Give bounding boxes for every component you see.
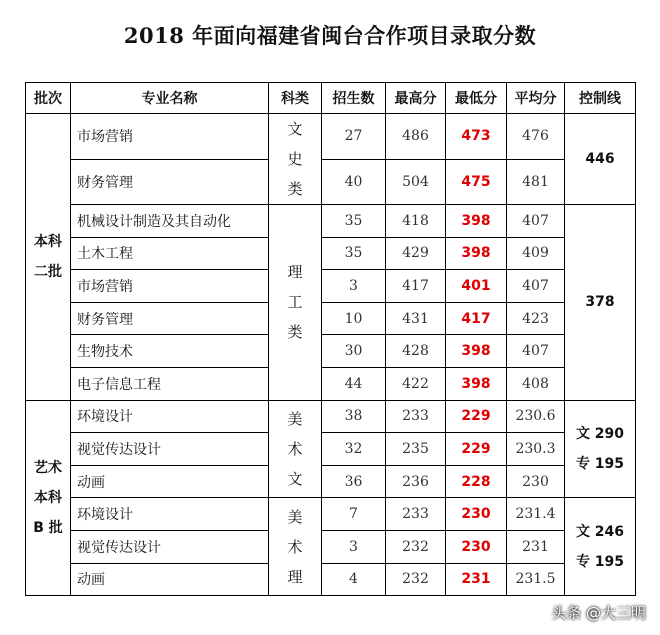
control-line-cell — [565, 400, 636, 498]
min-score-cell: 398 — [446, 335, 507, 368]
major-name-cell: 动画 — [71, 465, 269, 498]
header-avg: 平均分 — [507, 83, 565, 114]
min-score-cell: 473 — [446, 114, 507, 160]
page-title: 2018 年面向福建省闽台合作项目录取分数 — [123, 23, 537, 48]
max-score-cell: 233 — [386, 400, 446, 433]
batch-label: 艺术 — [34, 459, 62, 476]
category-char: 美 — [287, 409, 303, 428]
control-line-value: 378 — [585, 294, 615, 311]
max-score-cell: 418 — [386, 205, 446, 238]
control-line-value: 专 195 — [575, 455, 625, 472]
category-char: 术 — [287, 439, 303, 458]
max-score-cell: 236 — [386, 465, 446, 498]
header-major: 专业名称 — [71, 83, 269, 114]
avg-score-cell: 231 — [507, 530, 565, 563]
table-row — [26, 205, 636, 238]
avg-score-cell: 408 — [507, 367, 565, 400]
max-score-cell: 235 — [386, 433, 446, 466]
table-row — [26, 159, 636, 205]
avg-score-cell: 407 — [507, 270, 565, 303]
control-line-value: 446 — [585, 151, 615, 167]
min-score-cell: 401 — [446, 270, 507, 303]
major-name-cell: 土木工程 — [71, 237, 269, 270]
avg-score-cell: 230.3 — [507, 433, 565, 466]
control-line-value: 专 195 — [575, 553, 625, 570]
category-char: 类 — [287, 180, 303, 198]
major-name-cell: 电子信息工程 — [71, 367, 269, 400]
header-enroll: 招生数 — [322, 83, 386, 114]
category-cell — [269, 400, 322, 498]
table-row — [26, 302, 636, 335]
min-score-cell: 230 — [446, 498, 507, 531]
table-body — [26, 114, 636, 596]
major-name-cell: 财务管理 — [71, 159, 269, 205]
header-batch: 批次 — [26, 83, 71, 114]
enroll-count-cell: 44 — [322, 367, 386, 400]
max-score-cell: 417 — [386, 270, 446, 303]
batch-label: B 批 — [33, 519, 63, 536]
control-line-cell — [565, 205, 636, 401]
table-row — [26, 114, 636, 160]
major-name-cell: 环境设计 — [71, 498, 269, 531]
avg-score-cell: 481 — [507, 159, 565, 205]
major-name-cell: 动画 — [71, 563, 269, 596]
category-cell — [269, 114, 322, 205]
batch-cell — [26, 400, 71, 596]
table-row — [26, 433, 636, 466]
admission-score-table — [25, 82, 636, 596]
control-line-cell — [565, 114, 636, 205]
enroll-count-cell: 30 — [322, 335, 386, 368]
control-line-value: 文 290 — [575, 425, 625, 442]
avg-score-cell: 409 — [507, 237, 565, 270]
batch-cell — [26, 114, 71, 401]
avg-score-cell: 407 — [507, 205, 565, 238]
table-row — [26, 367, 636, 400]
table-row — [26, 270, 636, 303]
max-score-cell: 428 — [386, 335, 446, 368]
min-score-cell: 398 — [446, 367, 507, 400]
avg-score-cell: 407 — [507, 335, 565, 368]
max-score-cell: 431 — [386, 302, 446, 335]
min-score-cell: 228 — [446, 465, 507, 498]
min-score-cell: 398 — [446, 237, 507, 270]
table-row — [26, 237, 636, 270]
batch-label: 本科 — [34, 489, 62, 506]
category-char: 美 — [287, 507, 303, 526]
max-score-cell: 232 — [386, 563, 446, 596]
avg-score-cell: 230.6 — [507, 400, 565, 433]
table-row — [26, 563, 636, 596]
avg-score-cell: 231.5 — [507, 563, 565, 596]
header-category: 科类 — [269, 83, 322, 114]
enroll-count-cell: 35 — [322, 205, 386, 238]
category-char: 文 — [287, 120, 303, 138]
major-name-cell: 市场营销 — [71, 114, 269, 160]
min-score-cell: 417 — [446, 302, 507, 335]
min-score-cell: 398 — [446, 205, 507, 238]
enroll-count-cell: 3 — [322, 530, 386, 563]
category-char: 理 — [287, 263, 303, 282]
category-cell — [269, 498, 322, 596]
enroll-count-cell: 35 — [322, 237, 386, 270]
header-control: 控制线 — [565, 83, 636, 114]
max-score-cell: 486 — [386, 114, 446, 160]
max-score-cell: 429 — [386, 237, 446, 270]
min-score-cell: 229 — [446, 433, 507, 466]
table-row — [26, 335, 636, 368]
category-char: 文 — [287, 469, 303, 488]
table-row — [26, 498, 636, 531]
max-score-cell: 422 — [386, 367, 446, 400]
header-max: 最高分 — [386, 83, 446, 114]
enroll-count-cell: 32 — [322, 433, 386, 466]
avg-score-cell: 231.4 — [507, 498, 565, 531]
category-char: 术 — [287, 537, 303, 556]
min-score-cell: 231 — [446, 563, 507, 596]
table-row — [26, 400, 636, 433]
major-name-cell: 视觉传达设计 — [71, 433, 269, 466]
enroll-count-cell: 7 — [322, 498, 386, 531]
batch-label: 二批 — [34, 263, 62, 280]
category-char: 类 — [287, 323, 303, 342]
min-score-cell: 229 — [446, 400, 507, 433]
enroll-count-cell: 36 — [322, 465, 386, 498]
min-score-cell: 230 — [446, 530, 507, 563]
control-line-value: 文 246 — [575, 523, 625, 540]
enroll-count-cell: 38 — [322, 400, 386, 433]
table-row — [26, 530, 636, 563]
major-name-cell: 生物技术 — [71, 335, 269, 368]
avg-score-cell: 423 — [507, 302, 565, 335]
header-row — [26, 83, 636, 114]
major-name-cell: 财务管理 — [71, 302, 269, 335]
header-min: 最低分 — [446, 83, 507, 114]
watermark: 头条 @大三明 — [551, 604, 646, 622]
max-score-cell: 504 — [386, 159, 446, 205]
enroll-count-cell: 3 — [322, 270, 386, 303]
min-score-cell: 475 — [446, 159, 507, 205]
max-score-cell: 232 — [386, 530, 446, 563]
table-row — [26, 465, 636, 498]
category-char: 史 — [287, 150, 303, 168]
category-cell — [269, 205, 322, 401]
major-name-cell: 环境设计 — [71, 400, 269, 433]
major-name-cell: 市场营销 — [71, 270, 269, 303]
avg-score-cell: 230 — [507, 465, 565, 498]
enroll-count-cell: 27 — [322, 114, 386, 160]
major-name-cell: 机械设计制造及其自动化 — [71, 205, 269, 238]
max-score-cell: 233 — [386, 498, 446, 531]
major-name-cell: 视觉传达设计 — [71, 530, 269, 563]
category-char: 工 — [287, 293, 303, 312]
enroll-count-cell: 40 — [322, 159, 386, 205]
enroll-count-cell: 4 — [322, 563, 386, 596]
batch-label: 本科 — [34, 233, 62, 250]
category-char: 理 — [287, 567, 303, 586]
control-line-cell — [565, 498, 636, 596]
avg-score-cell: 476 — [507, 114, 565, 160]
enroll-count-cell: 10 — [322, 302, 386, 335]
